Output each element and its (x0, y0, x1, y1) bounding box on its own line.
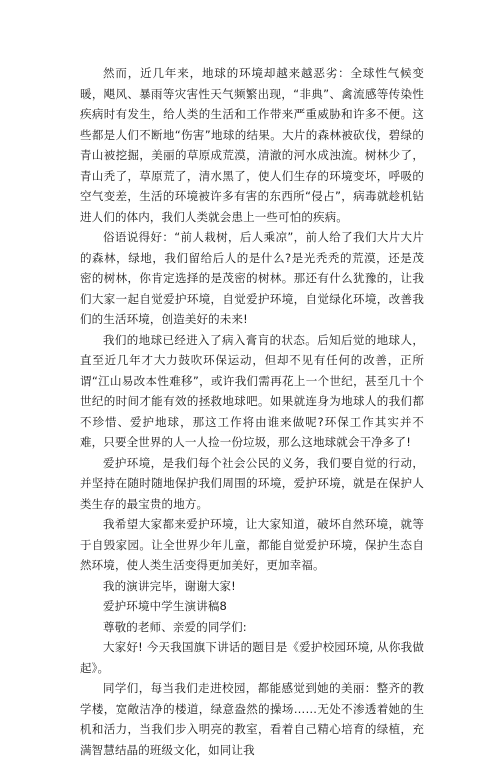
paragraph-5: 我希望大家都来爱护环境，让大家知道，破坏自然环境，就等于自毁家园。让全世界少年儿童，都能自觉爱护环境，保护生态自然环境，使人类生活变得更加美好，更加幸福。 (80, 517, 424, 572)
document-body (80, 63, 424, 760)
paragraph-2: 俗语说得好：“前人栽树，后人乘凉”，前人给了我们大片大片的森林，绿地，我们留给后人的是什么?是光秃秃的荒漠，还是茂密的树林，你肯定选择的是茂密的树林。那还有什么犹豫的，让我们大家一起自觉爱护环境，自觉爱护环境，自觉绿化环境，改善我们的生活环境，创造美好的未来! (80, 230, 424, 326)
closing-line: 我的演讲完毕，谢谢大家! (103, 578, 236, 593)
paragraph-10: 同学们，每当我们走进校园，都能感觉到她的美丽：整齐的教学楼，宽敞洁净的楼道，绿意盎然的操场……无处不渗透着她的生机和活力，当我们步入明亮的教室，看着自己精心培育的绿植，充满智慧结晶的班级文化，如同让我 (80, 681, 424, 757)
speech-title: 爱护环境中学生演讲稿8 (103, 599, 227, 613)
paragraph-4: 爱护环境，是我们每个社会公民的义务，我们要自觉的行动，并坚持在随时随地保护我们周围的环境，爱护环境，就是在保护人类生存的最宝贵的地方。 (80, 455, 424, 511)
paragraph-3: 我们的地球已经进入了病入膏肓的状态。后知后觉的地球人，直至近几年才大力鼓吹环保运动，但却不见有任何的改善，正所谓“江山易改本性难移”，或许我们需再花上一个世纪，甚至几十个世纪的时间才能有效的拯救地球吧。如果就连身为地球人的我们都不珍惜、爱护地球，那这工作将由谁来做呢?环保工作其实并不难，只要全世界的人一人捡一份垃圾，那么这地球就会干净多了! (80, 332, 424, 449)
paragraph-1: 然而，近几年来，地球的环境却越来越恶劣：全球性气候变暖，飓风、暴雨等灾害性天气频繁出现，“非典”、禽流感等传染性疾病时有发生，给人类的生活和工作带来严重威胁和许多不便。这些都是人们不断地“伤害”地球的结果。大片的森林被砍伐，碧绿的青山被挖掘，美丽的草原成荒漠，清澈的河水成浊流。树林少了，青山秃了，草原荒了，清水黑了，使人们生存的环境变坏，呼吸的空气变差，生活的环境被许多有害的东西所“侵占”，病毒就趁机钻进人们的体内，我们人类就会患上一些可怕的疾病。 (80, 66, 424, 224)
greeting: 大家好! 今天我国旗下讲话的题目是《爱护校园环境, 从你我做起》。 (80, 640, 424, 675)
salutation: 尊敬的老师、亲爱的同学们: (103, 619, 247, 634)
